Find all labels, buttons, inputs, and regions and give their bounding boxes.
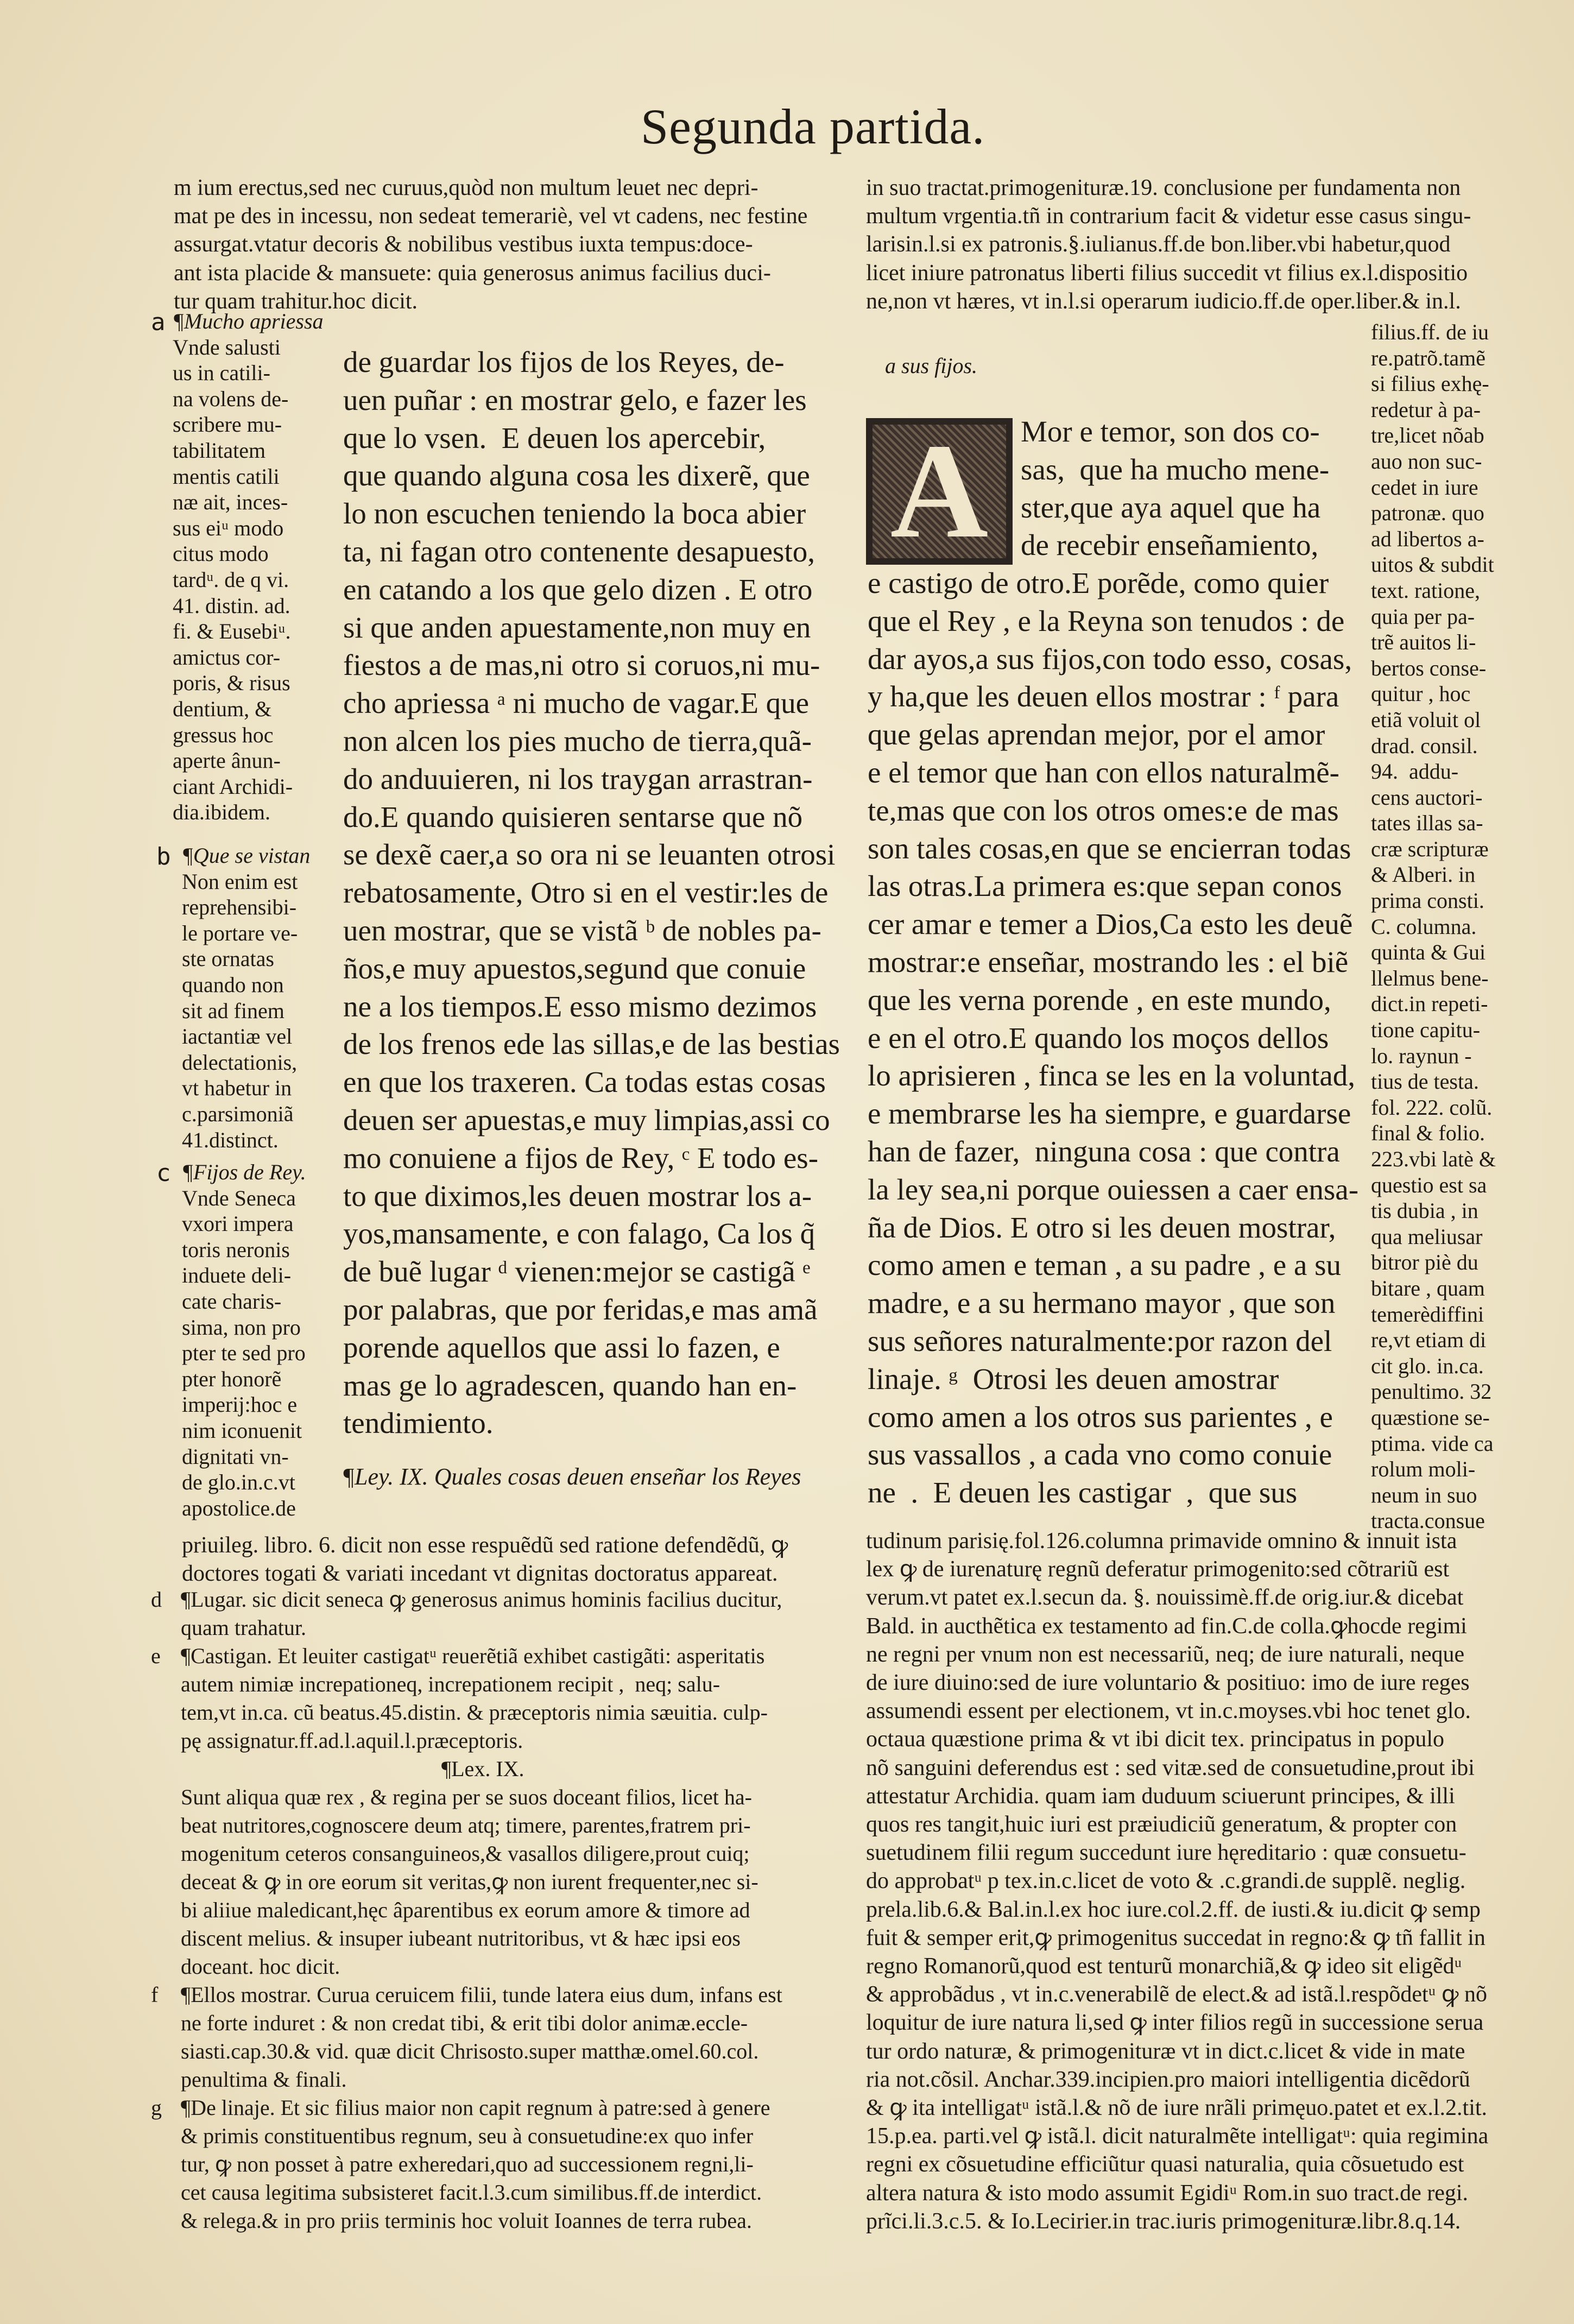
main-text-line: do anduuieren, ni los traygan arrastran- — [343, 762, 813, 795]
gloss-line: 15.p.ea. parti.vel ꝙ istã.l. dicit naturalmẽte intelligatᵘ: quia regimina — [866, 2124, 1489, 2149]
margin-note-c — [182, 1159, 334, 1521]
margin-note-line: apostolice.de — [182, 1495, 296, 1520]
main-text-line: do.E quando quisieren sentarse que nõ — [343, 800, 803, 833]
margin-note-line: quinta & Gui — [1371, 940, 1486, 965]
left-under-main — [182, 1531, 877, 1588]
margin-note-line: llelmus bene- — [1371, 965, 1489, 990]
gloss-line: mat pe des in incessu, non sedeat temerariè, vel vt cadens, nec festine — [174, 204, 808, 229]
gloss-line: & ꝙ ita intelligatᵘ istã.l.& nõ de iure nrãli primęuo.patet et ex.l.2.tit. — [866, 2095, 1488, 2121]
margin-note-line: 223.vbi latè & — [1371, 1147, 1496, 1171]
margin-note-b — [182, 843, 334, 1153]
gloss-line: Bald. in aucthẽtica ex testamento ad fin.C.de colla.ꝙhocde regimi — [866, 1613, 1467, 1639]
footnote-line: cet causa legitima subsisteret facit.l.3.cum similibus.ff.de interdict. — [181, 2180, 762, 2205]
gloss-line: in suo tractat.primogenituræ.19. conclusione per fundamenta non — [866, 175, 1461, 200]
margin-note-line: tracta.consue — [1371, 1508, 1485, 1533]
margin-note-line: bertos conse- — [1371, 655, 1487, 680]
footnote-line: tem,vt in.ca. cũ beatus.45.distin. & præceptoris nimia sæuitia. culp- — [181, 1700, 768, 1725]
gloss-line: tur quam trahitur.hoc dicit. — [174, 288, 418, 314]
margin-note-line: delectationis, — [182, 1050, 298, 1075]
margin-note-line: quitur , hoc — [1371, 681, 1471, 706]
main-text-line: de buẽ lugar ᵈ vienen:mejor se castigã ᵉ — [343, 1255, 811, 1289]
margin-note-line: cræ scripturæ — [1371, 836, 1489, 861]
ley-heading: ¶Ley. IX. Quales cosas deuen enseñar los Reyes — [342, 1463, 801, 1490]
margin-note-line: toris neronis — [182, 1237, 290, 1262]
margin-note-line: bitror piè du — [1371, 1250, 1478, 1275]
main-text-line: porende aquellos que assi lo fazen, e — [343, 1330, 780, 1364]
main-text-line: de recebir enseñamiento, — [1021, 528, 1319, 562]
gloss-line: fuit & semper erit,ꝙ primogenitus succedat in regno:& ꝙ tñ fallit in — [866, 1925, 1485, 1950]
main-text-line: si que anden apuestamente,non muy en — [343, 610, 811, 644]
main-text-line: ña de Dios. E otro si les deuen mostrar, — [868, 1210, 1336, 1244]
gloss-line: lex ꝙ de iurenaturę regnũ deferatur primogenito:sed cõtrariũ est — [866, 1557, 1450, 1582]
margin-note-line: etiã voluit ol — [1371, 707, 1481, 732]
margin-note-line: gressus hoc — [173, 722, 274, 747]
margin-note-line: aperte ânun- — [173, 748, 281, 773]
main-text-line: sas, que ha mucho mene- — [1021, 452, 1330, 486]
main-text-line: mas ge lo agradescen, quando han en- — [343, 1368, 797, 1402]
main-text-line: lo non escuchen teniendo la boca abier — [343, 497, 806, 531]
main-text-line: como amen a los otros sus parientes , e — [868, 1400, 1333, 1433]
margin-note-line: poris, & risus — [173, 671, 290, 696]
margin-note-line: patronæ. quo — [1371, 501, 1484, 526]
margin-note-line: re,vt etiam di — [1371, 1328, 1487, 1353]
main-text-line: que gelas aprendan mejor, por el amor — [868, 718, 1325, 751]
note-letter-b: b — [156, 843, 171, 870]
margin-note-line: induete deli- — [182, 1263, 292, 1288]
footnote-line: ¶Lex. IX. — [441, 1757, 524, 1781]
margin-note-line: 41.distinct. — [182, 1127, 279, 1152]
margin-note-line: neum in suo — [1371, 1482, 1477, 1507]
note-letter-a: a — [151, 308, 166, 336]
margin-note-line: ptima. vide ca — [1371, 1431, 1494, 1456]
margin-note-line: bitare , quam — [1371, 1275, 1485, 1300]
gloss-line: ne,non vt hæres, vt in.l.si operarum iudicio.ff.de oper.liber.& in.l. — [866, 288, 1461, 314]
main-text-line: son tales cosas,en que se encierran todas — [868, 831, 1351, 865]
margin-note-line: iactantiæ vel — [182, 1024, 293, 1049]
main-text-line: en catando a los que gelo dizen . E otro — [343, 572, 813, 606]
main-text-line: e membrarse les ha siempre, e guardarse — [868, 1097, 1351, 1131]
main-text-line: e el temor que han con ellos naturalmẽ- — [868, 755, 1339, 789]
margin-note-line: sit ad finem — [182, 998, 285, 1023]
margin-note-line: vt habetur in — [182, 1076, 292, 1101]
main-text-line: que lo vsen. E deuen los apercebir, — [343, 421, 766, 454]
right-main-text — [868, 564, 1367, 1512]
gloss-line: de iure diuino:sed de iure voluntario & positiuo: imo de iure reges — [866, 1670, 1470, 1696]
left-notes — [151, 1586, 878, 2235]
gloss-line: suetudinem filii regum succedunt iure hęreditario : quæ consuetu- — [866, 1840, 1466, 1866]
footnote-line: & relega.& in pro priis terminis hoc voluit Ioannes de terra rubea. — [181, 2208, 752, 2233]
main-text-line: ne . E deuen les castigar , que sus — [868, 1476, 1298, 1510]
margin-note-line: sus eiᵘ modo — [173, 515, 284, 540]
margin-note-line: nim iconuenit — [182, 1418, 302, 1443]
margin-note-line: quia per pa- — [1371, 604, 1475, 629]
margin-note-line: quando non — [182, 972, 284, 997]
footnote-letter: e — [151, 1644, 161, 1668]
margin-note-line: cate charis- — [182, 1289, 282, 1313]
footnote-line: tur, ꝙ non posset à patre exheredari,quo ad successionem regni,li- — [181, 2152, 754, 2176]
footnote-line: ¶Castigan. Et leuiter castigatᵘ reuerẽtiã exhibet castigãti: asperitatis — [181, 1644, 765, 1668]
gloss-line: & approbãdus , vt in.c.venerabilẽ de elect.& ad istã.l.respõdetᵘ ꝙ nõ — [866, 1982, 1487, 2007]
footnote-line: mogenitum ceteros consanguineos,& vasallos diligere,prout cuiq; — [181, 1841, 750, 1866]
footnote-line: bi aliiue maledicant,hęc âparentibus ex eorum amore & timore ad — [181, 1898, 750, 1922]
main-text-line: non alcen los pies mucho de tierra,quã- — [343, 724, 812, 757]
gloss-line: tudinum parisię.fol.126.columna primavide omnino & innuit ista — [866, 1529, 1457, 1553]
footnote-line: discent melius. & insuper iubeant nutritoribus, vt & hæc ipsi eos — [181, 1926, 741, 1950]
gloss-line: octaua quæstione prima & vt ibi dicit tex. principatus in populo — [866, 1727, 1444, 1752]
margin-note-line: us in catili- — [173, 361, 270, 386]
footnote-line: ¶Lugar. sic dicit seneca ꝙ generosus animus hominis facilius ducitur, — [181, 1587, 782, 1612]
gloss-line: regni ex cõsuetudine efficiũtur quasi naturalia, quia cõsuetudo est — [866, 2152, 1464, 2177]
main-text-line: ster,que aya aquel que ha — [1021, 490, 1321, 524]
margin-note-line: tius de testa. — [1371, 1069, 1479, 1094]
margin-note-line: ciant Archidi- — [173, 774, 293, 799]
main-text-line: e castigo de otro.E porẽde, como quier — [868, 566, 1329, 599]
right-bottom-gloss — [866, 1527, 1545, 2235]
page-header: Segunda partida. — [641, 99, 985, 154]
gloss-line: quos res tangit,huic iuri est præiudiciũ generatum, & propter con — [866, 1812, 1457, 1837]
footnote-line: Sunt aliqua quæ rex , & regina per se suos doceant filios, licet ha- — [181, 1785, 752, 1809]
margin-note-line: trẽ auitos li- — [1371, 630, 1476, 655]
margin-note-line: de glo.in.c.vt — [182, 1470, 295, 1495]
main-text-line: tendimiento. — [343, 1406, 494, 1440]
main-text-line: to que diximos,les deuen mostrar los a- — [343, 1179, 812, 1212]
gloss-line: tur ordo naturæ, & primogenituræ vt in dict.c.licet & vide in mate — [866, 2038, 1465, 2064]
gloss-line: attestatur Archidia. quam iam duduum sciuerunt principes, & illi — [866, 1783, 1455, 1809]
main-text-line: rebatosamente, Otro si en el vestir:les de — [343, 876, 829, 910]
main-text-line: linaje. ᵍ Otrosi les deuen amostrar — [868, 1362, 1279, 1395]
margin-note-line: tabilitatem — [173, 438, 266, 463]
margin-note-line: C. columna. — [1371, 914, 1477, 939]
margin-note-line: tis dubia , in — [1371, 1198, 1478, 1223]
margin-note-line: næ ait, inces- — [173, 490, 288, 515]
footnote-line: ne forte induret : & non credat tibi, & erit tibi dolor animæ.eccle- — [181, 2011, 748, 2035]
margin-note-line: amictus cor- — [173, 645, 281, 670]
main-text-line: han de fazer, ninguna cosa : que contra — [868, 1134, 1340, 1168]
margin-note-line: Non enim est — [182, 869, 298, 894]
margin-note-line: fol. 222. colũ. — [1371, 1095, 1493, 1120]
footnote-line: beat nutritores,cognoscere deum atq; timere, parentes,fratrem pri- — [181, 1813, 751, 1837]
main-text-line: de los frenos ede las sillas,e de las bestias — [343, 1027, 840, 1061]
main-text-line: uen puñar : en mostrar gelo, e fazer les — [343, 383, 807, 416]
main-text-line: sus vassallos , a cada vno como conuie — [868, 1438, 1332, 1472]
margin-note-line: rolum moli- — [1371, 1457, 1476, 1482]
footnote-line: ¶Ellos mostrar. Curua ceruicem filii, tunde latera eius dum, infans est — [181, 1982, 782, 2007]
main-text-line: y ha,que les deuen ellos mostrar : ᶠ para — [868, 680, 1339, 713]
main-text-line: madre, e a su hermano mayor , que son — [868, 1286, 1336, 1320]
margin-note-line: filius.ff. de iu — [1371, 320, 1489, 344]
margin-note-line: questio est sa — [1371, 1172, 1487, 1197]
footnote-line: siasti.cap.30.& vid. quæ dicit Chrisosto.super matthæ.omel.60.col. — [181, 2039, 759, 2063]
gloss-line: nõ sanguini deferendus est : sed vitæ.sed de consuetudine,prout ibi — [866, 1755, 1475, 1780]
margin-note-line: & Alberi. in — [1371, 862, 1476, 887]
gloss-line: larisin.l.si ex patronis.§.iulianus.ff.de bon.liber.vbi habetur,quod — [866, 232, 1451, 257]
margin-note-line: text. ratione, — [1371, 578, 1481, 603]
margin-note-line: na volens de- — [173, 386, 289, 411]
main-text-line: las otras.La primera es:que sepan conos — [868, 869, 1342, 903]
margin-note-line: redetur à pa- — [1371, 397, 1481, 422]
margin-note-line: dia.ibidem. — [173, 800, 270, 825]
main-text-line: la ley sea,ni porque ouiessen a caer ensa- — [868, 1172, 1359, 1206]
main-text-line: se dexẽ caer,a so ora ni se leuanten otrosi — [343, 838, 836, 871]
margin-note-line: prima consti. — [1371, 888, 1484, 913]
margin-note-line: quæstione se- — [1371, 1405, 1490, 1430]
margin-note-line: si filius exhę- — [1371, 371, 1489, 396]
margin-note-line: vxori impera — [182, 1211, 294, 1236]
main-text-line: fiestos a de mas,ni otro si coruos,ni mu- — [343, 648, 820, 682]
decorated-initial — [866, 418, 1013, 565]
margin-note-line: imperij:hoc e — [182, 1392, 298, 1417]
main-text-line: por palabras, que por feridas,e mas amã — [343, 1292, 818, 1326]
margin-note-line: pter honorẽ — [182, 1366, 282, 1391]
gloss-line: doctores togati & variati incedant vt dignitas doctoratus appareat. — [182, 1561, 778, 1587]
main-text-line: en que los traxeren. Ca todas estas cosas — [343, 1065, 826, 1099]
main-text-line: mo conuiene a fijos de Rey, ᶜ E todo es- — [343, 1141, 819, 1174]
main-text-line: e en el otro.E quando los moços dellos — [868, 1021, 1329, 1054]
footnote-line: penultima & finali. — [181, 2067, 347, 2092]
gloss-line: do approbatᵘ p tex.in.c.licet de voto & .c.grandi.de supplẽ. neglig. — [866, 1868, 1466, 1894]
main-text-line: de guardar los fijos de los Reyes, de- — [343, 345, 785, 378]
footnote — [151, 1642, 878, 1755]
main-text-line: que quando alguna cosa les dixerẽ, que — [343, 459, 810, 492]
margin-note-heading: ¶Fijos de Rey. — [182, 1160, 306, 1184]
margin-note-line: Vnde salusti — [173, 334, 281, 359]
main-text-line: lo aprisieren , finca se les en la voluntad, — [868, 1059, 1356, 1092]
gloss-line: prela.lib.6.& Bal.in.l.ex hoc iure.col.2.ff. de iusti.& iu.dicit ꝙ semp — [866, 1897, 1481, 1922]
main-text-line: sus señores naturalmente:por razon del — [868, 1324, 1332, 1357]
footnote — [151, 1586, 878, 1642]
main-text-line: cer amar e temer a Dios,Ca esto les deuẽ — [868, 907, 1353, 941]
footnote-letter: f — [151, 1982, 159, 2007]
footnote — [151, 1981, 878, 2094]
margin-note-line: tardᵘ. de q vi. — [173, 567, 289, 592]
margin-note-line: le portare ve- — [182, 920, 298, 945]
margin-note-line: pter te sed pro — [182, 1341, 306, 1366]
gloss-line: loquitur de iure natura li,sed ꝙ inter filios regũ in successione serua — [866, 2010, 1484, 2036]
margin-note-line: fi. & Eusebiᵘ. — [173, 619, 291, 644]
right-heading: a sus fijos. — [885, 353, 978, 378]
gloss-line: assumendi essent per electionem, vt in.c.moyses.vbi hoc tenet glo. — [866, 1698, 1471, 1724]
margin-note-a — [173, 308, 330, 825]
margin-note-line: cedet in iure — [1371, 475, 1478, 500]
margin-note-line: penultimo. 32 — [1371, 1379, 1492, 1404]
margin-note-line: ad libertos a- — [1371, 526, 1484, 551]
margin-note-line: dignitati vn- — [182, 1444, 289, 1469]
gloss-line: licet iniure patronatus liberti filius succedit vt filius ex.l.dispositio — [866, 260, 1468, 286]
margin-note-line: Vnde Seneca — [182, 1185, 296, 1210]
margin-note-line: drad. consil. — [1371, 733, 1478, 758]
main-text-line: yos,mansamente, e con falago, Ca los q̃ — [343, 1217, 816, 1251]
margin-note-line: temerèdiffini — [1371, 1302, 1484, 1327]
margin-note-line: tione capitu- — [1371, 1018, 1481, 1043]
gloss-line: regno Romanorũ,quod est tenturũ monarchiã,& ꝙ ideo sit eligẽdᵘ — [866, 1954, 1462, 1979]
margin-note-line: ste ornatas — [182, 946, 274, 971]
main-text-line: que les verna porende , en este mundo, — [868, 983, 1331, 1016]
margin-note-line: reprehensibi- — [182, 895, 297, 920]
main-text-line: ños,e muy apuestos,segund que conuie — [343, 951, 806, 985]
footnote-line: doceant. hoc dicit. — [181, 1954, 340, 1979]
main-text-line: ne a los tiempos.E esso mismo dezimos — [343, 989, 817, 1023]
gloss-line: verum.vt patet ex.l.secun da. §. nouissimè.ff.de orig.iur.& dicebat — [866, 1585, 1464, 1611]
footnote-line: quam trahatur. — [181, 1615, 307, 1640]
margin-note-line: sima, non pro — [182, 1315, 301, 1340]
main-text-line: que el Rey , e la Reyna son tenudos : de — [868, 604, 1345, 637]
gloss-line: prĩci.li.3.c.5. & Io.Lecirier.in trac.iuris primogenituræ.libr.8.q.14. — [866, 2208, 1461, 2234]
footnote-line: autem nimiæ increpationeq, increpationem recipit , neq; salu- — [181, 1672, 720, 1696]
footnote — [151, 2094, 878, 2235]
gloss-line: assurgat.vtatur decoris & nobilibus vestibus iuxta tempus:doce- — [174, 232, 753, 257]
main-text-line: mostrar:e enseñar, mostrando les : el biẽ — [868, 945, 1349, 978]
main-text-line: cho apriessa ᵃ ni mucho de vagar.E que — [343, 686, 810, 720]
margin-note-line: qua meliusar — [1371, 1224, 1483, 1249]
main-text-line: te,mas que con los otros omes:e de mas — [868, 793, 1339, 827]
main-text-line: deuen ser apuestas,e muy limpias,assi co — [343, 1103, 830, 1136]
gloss-line: ant ista placide & mansuete: quia generosus animus facilius duci- — [174, 260, 771, 286]
right-margin-note — [1371, 319, 1550, 1534]
margin-note-line: dict.in repeti- — [1371, 992, 1488, 1016]
margin-note-line: citus modo — [173, 541, 269, 566]
margin-note-line: scribere mu- — [173, 412, 282, 437]
footnote-letter: g — [151, 2095, 162, 2120]
footnote-line: & primis constituentibus regnum, seu à consuetudine:ex quo infer — [181, 2124, 754, 2148]
margin-note-line: auo non suc- — [1371, 449, 1482, 473]
gloss-line: ne regni per vnum non est necessariũ, neq; de iure naturali, neque — [866, 1641, 1465, 1667]
margin-note-line: 41. distin. ad. — [173, 593, 290, 618]
margin-note-line: re.patrõ.tamẽ — [1371, 345, 1485, 370]
note-letter-c: c — [156, 1159, 171, 1187]
margin-note-line: dentium, & — [173, 696, 272, 721]
gloss-line: priuileg. libro. 6. dicit non esse respuẽdũ sed ratione defendẽdũ, ꝙ — [182, 1533, 788, 1558]
margin-note-line: tates illas sa- — [1371, 811, 1483, 836]
margin-note-line: lo. raynun - — [1371, 1043, 1472, 1068]
left-top-gloss — [174, 174, 869, 315]
footnote — [151, 1755, 878, 1783]
gloss-line: altera natura & isto modo assumit Egidiᵘ Rom.in suo tract.de regi. — [866, 2180, 1469, 2206]
margin-note-heading: ¶Que se vistan — [182, 843, 311, 868]
margin-note-line: 94. addu- — [1371, 759, 1459, 784]
gloss-line: m ium erectus,sed nec curuus,quòd non multum leuet nec depri- — [174, 175, 758, 200]
main-text-line: ta, ni fagan otro contenente desapuesto, — [343, 534, 815, 568]
main-text-line: uen mostrar, que se vistã ᵇ de nobles pa- — [343, 913, 821, 947]
main-text-line: Mor e temor, son dos co- — [1021, 415, 1320, 448]
footnote — [151, 1783, 878, 1981]
margin-note-line: uitos & subdit — [1371, 552, 1494, 577]
margin-note-line: c.parsimoniã — [182, 1101, 294, 1126]
margin-note-line: tre,licet nõab — [1371, 423, 1484, 448]
footnote-letter: d — [151, 1587, 162, 1612]
margin-note-line: mentis catili — [173, 464, 280, 489]
margin-note-heading: ¶Mucho apriessa — [173, 309, 324, 333]
footnote-line: ¶De linaje. Et sic filius maior non capit regnum à patre:sed à genere — [181, 2095, 770, 2120]
footnote-line: pę assignatur.ff.ad.l.aquil.l.præceptoris. — [181, 1728, 523, 1753]
right-main-text-top — [1021, 413, 1357, 564]
footnote-line: deceat & ꝙ in ore eorum sit veritas,ꝙ non iurent frequenter,nec si- — [181, 1870, 758, 1894]
main-text-line: como amen e teman , a su padre , e a su — [868, 1248, 1342, 1282]
left-main-text — [343, 343, 886, 1442]
right-top-gloss — [866, 174, 1518, 315]
main-text-line: dar ayos,a sus fijos,con todo esso, cosas, — [868, 642, 1352, 675]
decorated-initial-letter: A — [890, 418, 989, 565]
margin-note-line: final & folio. — [1371, 1121, 1485, 1146]
gloss-line: multum vrgentia.tñ in contrarium facit & videtur esse casus singu- — [866, 204, 1471, 229]
margin-note-line: cens auctori- — [1371, 785, 1483, 810]
margin-note-line: cit glo. in.ca. — [1371, 1353, 1484, 1378]
gloss-line: ria not.cõsil. Anchar.339.incipien.pro maiori intelligentia dicẽdorũ — [866, 2067, 1470, 2092]
